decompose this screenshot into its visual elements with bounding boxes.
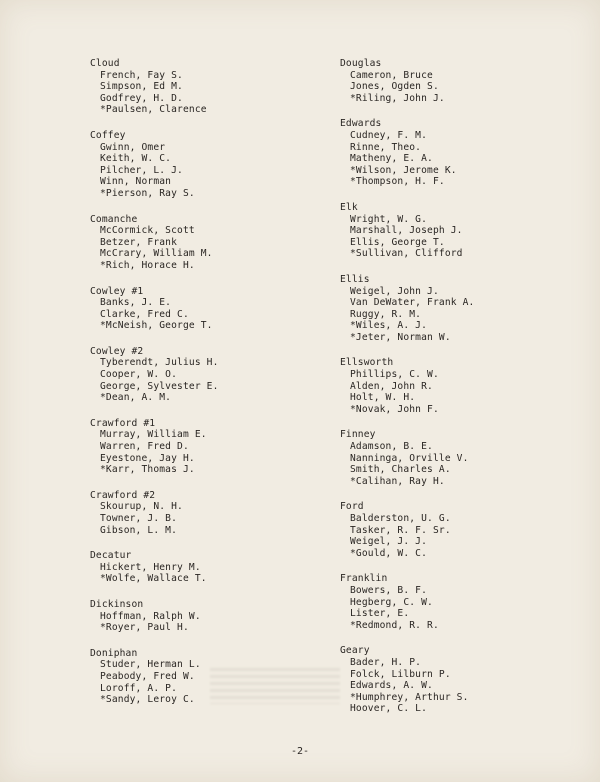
county-group [90,648,219,706]
county-name: Crawford #1 [90,417,156,429]
member-name: *Karr, Thomas J. [100,464,195,476]
county-name: Douglas [340,58,382,69]
county-group [90,599,219,634]
member-name: Nanninga, Orville V. [350,452,469,464]
member-name: Tyberendt, Julius H. [100,357,219,369]
member-name: Pilcher, L. J. [100,164,183,176]
member-name: Alden, John R. [350,380,433,392]
county-group [90,286,219,332]
member-name: Cameron, Bruce [350,69,433,81]
member-name: Weigel, J. J. [350,536,428,548]
member-name: Smith, Charles A. [350,464,451,476]
member-name: McCormick, Scott [100,225,195,237]
county-group [340,58,474,104]
member-name: Skourup, N. H. [100,501,183,513]
member-name: *Paulsen, Clarence [100,104,207,116]
member-name: *Jeter, Norman W. [350,331,451,343]
member-name: Bowers, B. F. [350,584,428,596]
county-group [90,58,219,116]
member-name: Ellis, George T. [350,236,445,248]
county-name: Edwards [340,118,382,130]
county-name: Decatur [90,550,132,562]
county-group [340,274,474,344]
member-name: Holt, W. H. [350,392,416,404]
county-group [340,573,474,631]
member-name: *Sandy, Leroy C. [100,694,195,706]
county-name: Cowley #1 [90,285,144,297]
member-name: *Calihan, Ray H. [350,475,445,487]
county-group [90,490,219,536]
county-group [90,418,219,476]
left-column [90,58,219,720]
county-group [90,130,219,200]
member-name: Adamson, B. E. [350,441,433,453]
county-group [340,645,474,715]
member-name: *Wiles, A. J. [350,320,428,332]
member-name: *McNeish, George T. [100,320,213,332]
county-group [340,357,474,415]
member-name: Hoffman, Ralph W. [100,610,201,622]
member-name: Cooper, W. O. [100,369,178,381]
member-name: Bader, H. P. [350,656,422,668]
member-name: Warren, Fred D. [100,441,189,453]
right-column [340,58,474,729]
county-group [90,550,219,585]
member-name: *Gould, W. C. [350,547,428,559]
member-name: French, Fay S. [100,69,183,81]
county-name: Cowley #2 [90,345,144,357]
member-name: Studer, Herman L. [100,659,201,671]
member-name: Matheny, E. A. [350,153,433,165]
member-name: Gibson, L. M. [100,524,178,536]
member-name: Gwinn, Omer [100,141,166,153]
member-name: McCrary, William M. [100,248,213,260]
member-name: Hickert, Henry M. [100,561,201,573]
county-name: Franklin [340,573,388,585]
member-name: *Pierson, Ray S. [100,187,195,199]
county-group [340,202,474,260]
member-name: Wright, W. G. [350,213,428,225]
member-name: *Royer, Paul H. [100,622,189,634]
member-name: Loroff, A. P. [100,682,178,694]
member-name: George, Sylvester E. [100,380,219,392]
county-name: Doniphan [90,647,138,659]
county-name: Elk [340,201,358,213]
member-name: *Sullivan, Clifford [350,248,463,260]
county-name: Geary [340,645,370,657]
member-name: Marshall, Joseph J. [350,225,463,237]
county-group [340,429,474,487]
member-name: *Rich, Horace H. [100,259,195,271]
member-name: Clarke, Fred C. [100,308,189,320]
member-name: Cudney, F. M. [350,129,428,141]
member-name: Van DeWater, Frank A. [350,297,475,309]
member-name: Godfrey, H. D. [100,92,183,104]
bleed-through-text [210,668,340,704]
member-name: Keith, W. C. [100,153,172,165]
member-name: *Redmond, R. R. [350,619,439,631]
member-name: Ruggy, R. M. [350,308,422,320]
county-name: Cloud [90,58,120,69]
member-name: Edwards, A. W. [350,680,433,692]
county-group [90,214,219,272]
county-group [340,118,474,188]
member-name: Eyestone, Jay H. [100,452,195,464]
member-name: *Wilson, Jerome K. [350,164,457,176]
county-name: Ellsworth [340,357,394,369]
county-name: Comanche [90,213,138,225]
county-name: Dickinson [90,598,144,610]
member-name: Balderston, U. G. [350,513,451,524]
member-name: *Novak, John F. [350,403,439,415]
member-name: Folck, Lilburn P. [350,668,451,680]
member-name: Simpson, Ed M. [100,81,183,93]
member-name: Jones, Ogden S. [350,81,439,93]
member-name: Murray, William E. [100,429,207,441]
member-name: Winn, Norman [100,176,172,188]
member-name: Rinne, Theo. [350,141,422,153]
member-name: Lister, E. [350,608,410,620]
county-name: Finney [340,429,376,441]
county-name: Crawford #2 [90,489,156,501]
county-group [340,501,474,559]
member-name: Hoover, C. L. [350,703,428,715]
member-name: Betzer, Frank [100,236,178,248]
county-name: Coffey [90,129,126,141]
member-name: Phillips, C. W. [350,369,439,381]
county-name: Ford [340,501,364,513]
page-number: -2- [290,746,310,757]
member-name: Banks, J. E. [100,297,172,309]
member-name: Towner, J. B. [100,513,178,524]
member-name: Hegberg, C. W. [350,596,433,608]
member-name: *Thompson, H. F. [350,176,445,188]
member-name: Peabody, Fred W. [100,670,195,682]
member-name: Tasker, R. F. Sr. [350,524,451,536]
member-name: *Humphrey, Arthur S. [350,691,469,703]
member-name: *Riling, John J. [350,92,445,104]
member-name: *Dean, A. M. [100,392,172,404]
member-name: Weigel, John J. [350,285,439,297]
county-group [90,346,219,404]
county-name: Ellis [340,273,370,285]
member-name: *Wolfe, Wallace T. [100,573,207,585]
